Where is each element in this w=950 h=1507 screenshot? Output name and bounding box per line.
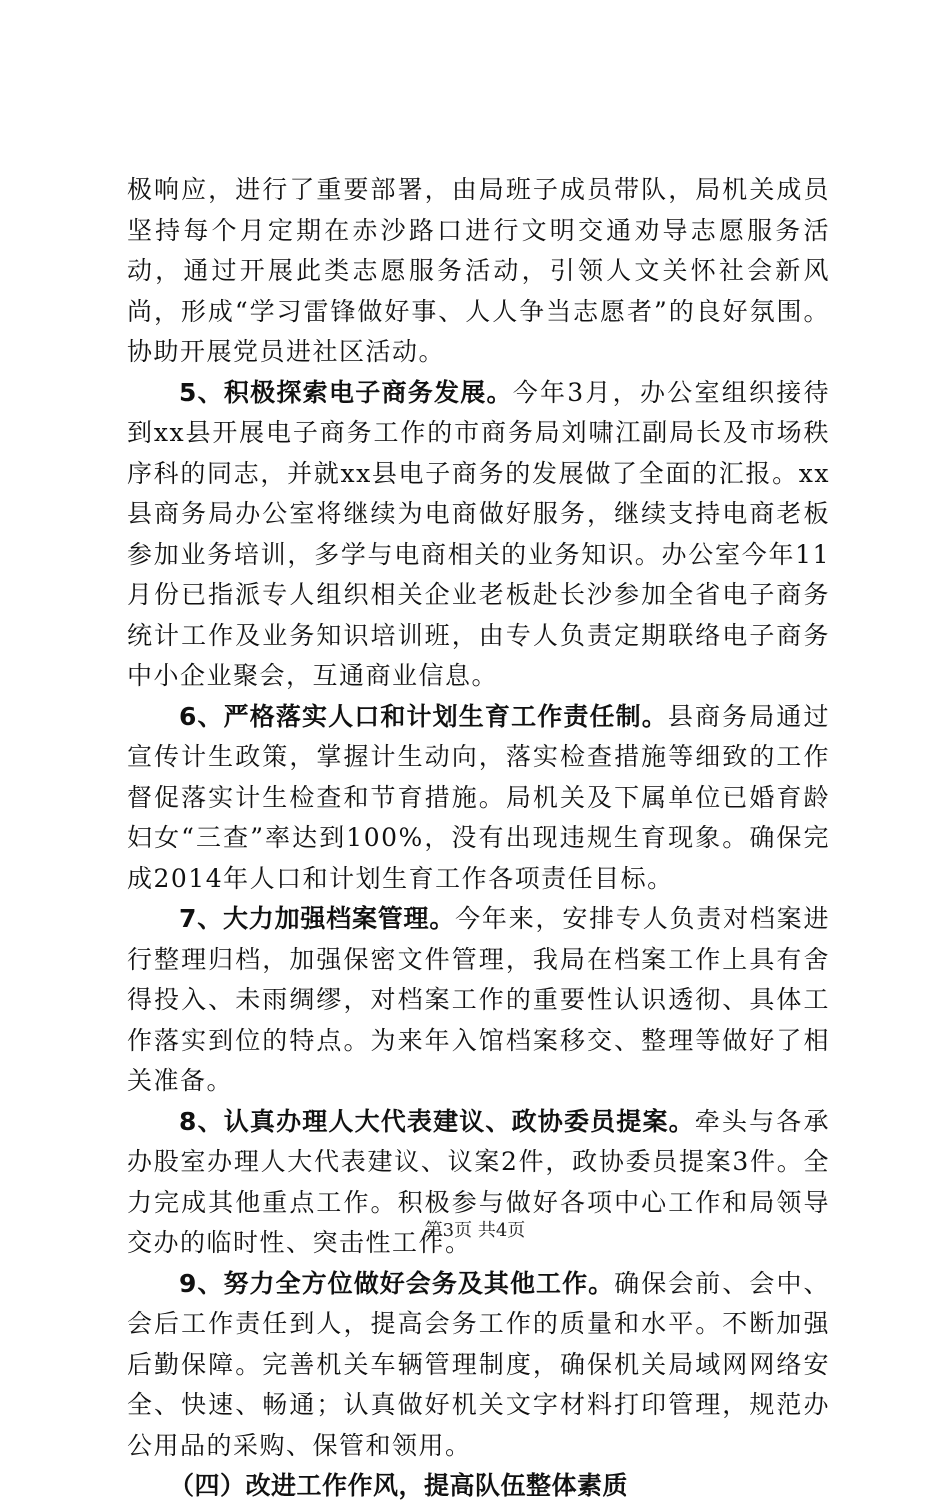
document-body — [127, 170, 830, 1507]
section-heading: （四）改进工作作风，提高队伍整体素质 — [169, 1471, 629, 1500]
paragraph-lead: 9、努力全方位做好会务及其他工作。 — [179, 1268, 615, 1298]
paragraph-item-5 — [127, 373, 830, 697]
paragraph-text: 县商务局通过宣传计生政策，掌握计生动向，落实检查措施等细致的工作督促落实计生检查和节育措施。局机关及下属单位已婚育龄妇女“三查”率达到100%，没有出现违规生育现象。确保完成2014年人口和计划生育工作各项责任目标。 — [127, 701, 830, 893]
paragraph-lead: 5、积极探索电子商务发展。 — [179, 377, 513, 407]
paragraph-item-6 — [127, 697, 830, 900]
paragraph-lead: 6、严格落实人口和计划生育工作责任制。 — [179, 701, 668, 731]
paragraph-text: 今年3月，办公室组织接待到xx县开展电子商务工作的市商务局刘啸江副局长及市场秩序科的同志，并就xx县电子商务的发展做了全面的汇报。xx县商务局办公室将继续为电商做好服务，继续支持电商老板参加业务培训，多学与电商相关的业务知识。办公室今年11月份已指派专人组织相关企业老板赴长沙参加全省电子商务统计工作及业务知识培训班，由专人负责定期联络电子商务中小企业聚会，互通商业信息。 — [127, 377, 830, 690]
page-footer — [0, 1216, 950, 1242]
page-number: 第3页 共4页 — [424, 1220, 526, 1241]
paragraph-lead: 8、认真办理人大代表建议、政协委员提案。 — [179, 1106, 695, 1136]
paragraph-text: 今年来，安排专人负责对档案进行整理归档，加强保密文件管理，我局在档案工作上具有舍得投入、未雨绸缪，对档案工作的重要性认识透彻、具体工作落实到位的特点。为来年入馆档案移交、整理等做好了相关准备。 — [127, 904, 830, 1095]
paragraph-text: 牵头与各承办股室办理人大代表建议、议案2件，政协委员提案3件。全力完成其他重点工作。积极参与做好各项中心工作和局领导交办的临时性、突击性工作。 — [127, 1106, 830, 1257]
paragraph-item-9 — [127, 1264, 830, 1467]
paragraph-lead: 7、大力加强档案管理。 — [179, 904, 456, 933]
paragraph-text: 确保会前、会中、会后工作责任到人，提高会务工作的质量和水平。不断加强后勤保障。完善机关车辆管理制度，确保机关局域网网络安全、快速、畅通；认真做好机关文字材料打印管理，规范办公用品的采购、保管和领用。 — [127, 1268, 830, 1460]
paragraph-text: 极响应，进行了重要部署，由局班子成员带队，局机关成员坚持每个月定期在赤沙路口进行文明交通劝导志愿服务活动，通过开展此类志愿服务活动，引领人文关怀社会新风尚，形成“学习雷锋做好事、人人争当志愿者”的良好氛围。协助开展党员进社区活动。 — [127, 175, 830, 366]
paragraph-continuation — [127, 170, 830, 373]
paragraph-item-7 — [127, 899, 830, 1102]
